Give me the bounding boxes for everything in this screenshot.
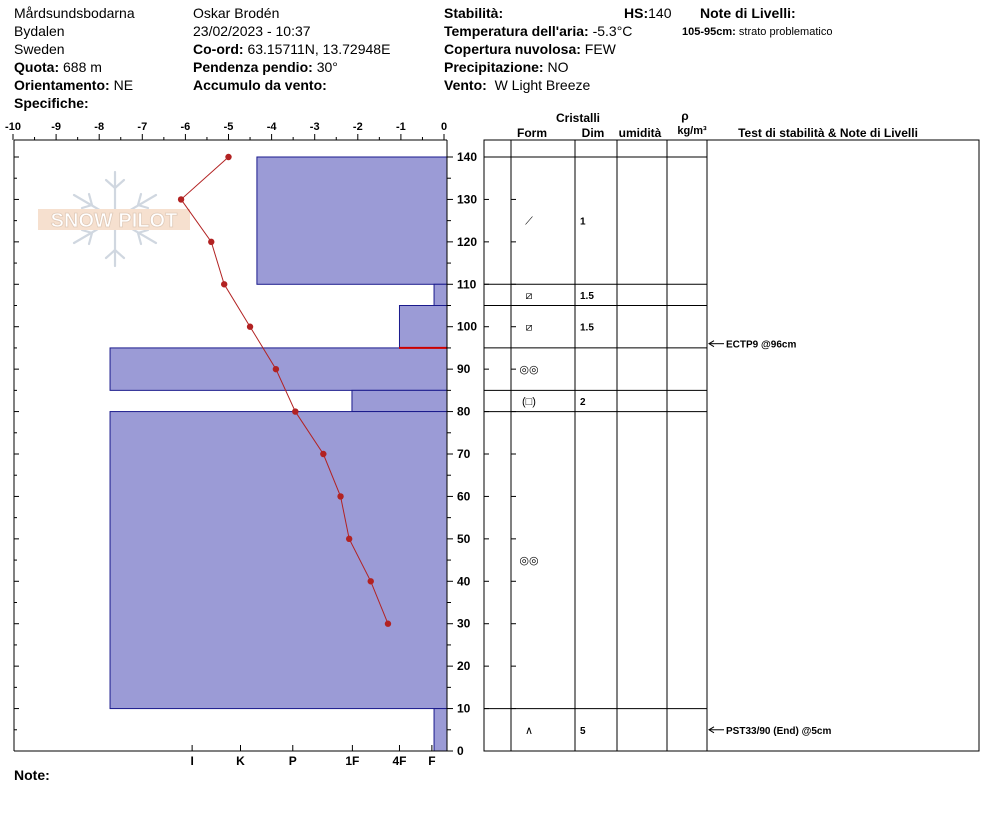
rho-header: ρ <box>681 109 689 123</box>
layer-note-range: 105-95cm: <box>682 26 736 38</box>
height-tick-label-11: 110 <box>457 277 477 292</box>
temp-tick-label-4: -6 <box>180 121 191 133</box>
hardness-bar-1 <box>434 284 447 305</box>
layer-size-2: 1.5 <box>580 322 594 334</box>
hardness-label-I: I <box>190 754 194 768</box>
layer-form-2: ⧄ <box>525 321 533 334</box>
layer-form-4: (□) <box>522 395 536 408</box>
hardness-label-P: P <box>288 754 297 768</box>
height-tick-label-7: 70 <box>457 447 471 461</box>
temp-tick-label-6: -4 <box>266 121 277 133</box>
height-tick-label-2: 20 <box>457 659 471 674</box>
tests-header: Test di stabilità & Note di Livelli <box>738 126 918 140</box>
hardness-bar-5 <box>110 412 447 709</box>
height-tick-label-9: 90 <box>457 362 471 377</box>
hardness-bar-6 <box>434 709 447 751</box>
precip-value: NO <box>547 59 569 75</box>
height-tick-label-1: 10 <box>457 701 471 716</box>
aspect-value: NE <box>113 77 134 93</box>
watermark-text: SNOW PILOT <box>50 210 178 232</box>
test-label-1: PST33/90 (End) @5cm <box>726 725 832 737</box>
location-line-3: Sweden <box>14 41 65 57</box>
layer-size-0: 1 <box>580 216 586 228</box>
temp-tick-label-1: -9 <box>51 121 61 133</box>
height-tick-label-5: 50 <box>457 531 471 546</box>
layer-size-6: 5 <box>580 725 586 737</box>
coord-value: 63.15711N, 13.72948E <box>247 41 391 57</box>
test-label-0: ECTP9 @96cm <box>726 339 797 351</box>
datetime: 23/02/2023 - 10:37 <box>193 23 311 39</box>
temperature-point-8 <box>337 493 343 499</box>
slope-label: Pendenza pendio: <box>193 59 313 75</box>
temp-tick-label-8: -2 <box>352 121 363 133</box>
height-tick-label-12: 120 <box>457 234 478 249</box>
hs-label: HS: <box>624 5 649 21</box>
table-frame <box>484 140 979 751</box>
specifics-label: Specifiche: <box>14 95 89 111</box>
height-tick-label-0: 0 <box>457 744 464 758</box>
hardness-bar-4 <box>352 390 447 411</box>
hardness-label-K: K <box>236 754 245 768</box>
height-tick-label-14: 140 <box>457 150 478 164</box>
height-tick-label-13: 130 <box>457 192 478 207</box>
notes-label: Note: <box>14 767 50 783</box>
sky-label: Copertura nuvolosa: <box>444 41 581 57</box>
wind-value: W Light Breeze <box>494 77 591 93</box>
temp-tick-label-2: -8 <box>94 121 105 133</box>
temperature-point-7 <box>320 451 326 457</box>
temperature-point-0 <box>225 154 231 160</box>
layer-size-4: 2 <box>580 396 586 408</box>
watermark <box>38 172 190 266</box>
temp-tick-label-10: 0 <box>440 121 448 133</box>
sky-value: FEW <box>584 41 616 57</box>
coord-label: Co-ord: <box>193 41 244 57</box>
layer-form-5: ◎◎ <box>519 555 539 568</box>
temperature-point-1 <box>178 196 184 202</box>
height-tick-label-8: 80 <box>457 404 471 419</box>
observer: Oskar Brodén <box>193 5 280 21</box>
temp-tick-label-7: -3 <box>309 121 320 133</box>
air-temp-label: Temperatura dell'aria: <box>444 23 589 39</box>
size-header: Dim <box>581 126 605 140</box>
layer-form-3: ◎◎ <box>519 364 539 377</box>
moisture-header: umidità <box>618 126 662 140</box>
hardness-label-4F: 4F <box>392 754 407 768</box>
precip-label: Precipitazione: <box>444 59 544 75</box>
height-tick-label-6: 60 <box>457 489 471 504</box>
location-line-1: Mårdsundsbodarna <box>14 5 135 21</box>
stability-label: Stabilità: <box>444 5 504 21</box>
temp-tick-label-5: -5 <box>223 121 234 133</box>
temperature-point-10 <box>368 578 374 584</box>
wind-load-label: Accumulo da vento: <box>193 77 327 93</box>
temperature-point-4 <box>247 324 253 330</box>
aspect-label: Orientamento: <box>14 77 110 93</box>
stratigraphy-table <box>484 109 979 751</box>
hardness-label-F: F <box>428 754 436 768</box>
temperature-point-6 <box>292 408 298 414</box>
hardness-bar-2 <box>399 306 447 348</box>
temperature-point-5 <box>273 366 279 372</box>
hardness-bars <box>110 157 447 751</box>
height-tick-label-4: 40 <box>457 574 471 589</box>
layer-note-text: strato problematico <box>738 26 833 38</box>
elevation-label: Quota: <box>14 59 60 75</box>
temperature-point-11 <box>385 621 391 627</box>
air-temp-value: -5.3°C <box>592 23 633 39</box>
temp-tick-label-0: -10 <box>5 121 21 133</box>
temp-tick-label-9: -1 <box>396 121 406 133</box>
density-header: kg/m³ <box>677 125 707 137</box>
crystals-header: Cristalli <box>555 111 601 125</box>
hs-value: 140 <box>648 5 672 21</box>
temperature-point-2 <box>208 239 214 245</box>
elevation-value: 688 m <box>63 59 102 75</box>
hardness-bar-0 <box>257 157 447 284</box>
height-tick-label-3: 30 <box>457 616 471 631</box>
layer-notes-title: Note di Livelli: <box>700 5 796 21</box>
temp-tick-label-3: -7 <box>137 121 148 133</box>
wind-label: Vento: <box>444 77 487 93</box>
location-line-2: Bydalen <box>14 23 65 39</box>
layer-size-1: 1.5 <box>580 290 594 302</box>
layer-form-1: ⧄ <box>525 289 533 302</box>
temperature-point-3 <box>221 281 227 287</box>
layer-form-6: ∧ <box>524 724 534 737</box>
hardness-label-1F: 1F <box>345 754 360 768</box>
slope-value: 30° <box>316 59 338 75</box>
layer-form-0: ⟋ <box>525 215 533 228</box>
form-header: Form <box>517 126 547 140</box>
temperature-point-9 <box>346 536 352 542</box>
height-tick-label-10: 100 <box>457 319 478 334</box>
